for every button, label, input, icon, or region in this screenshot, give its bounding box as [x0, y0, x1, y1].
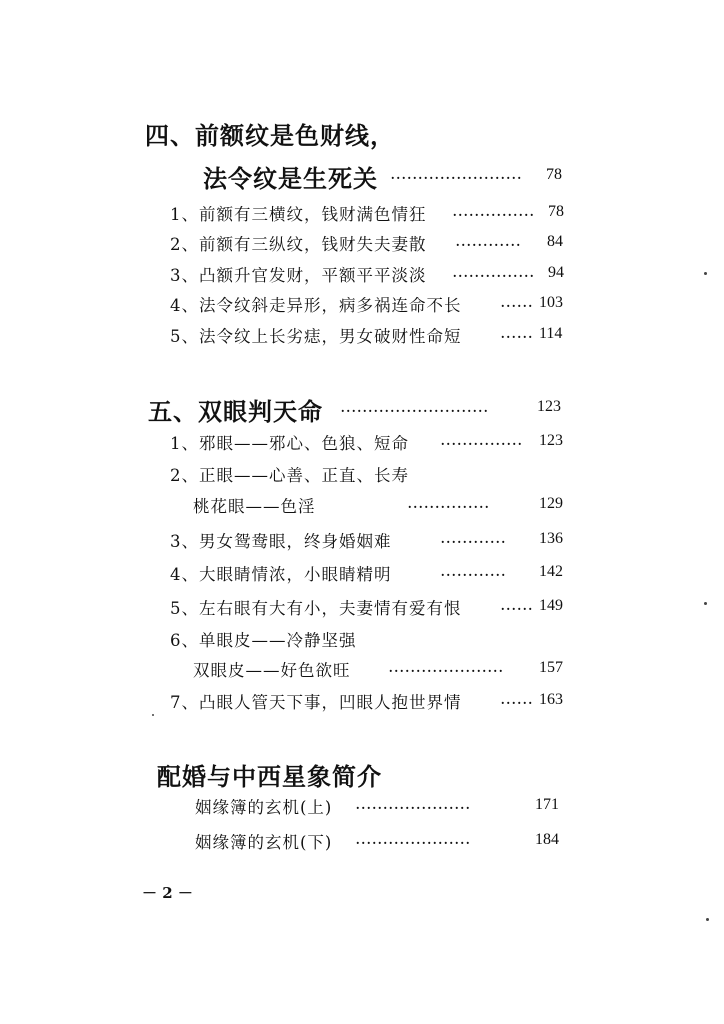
toc-item-page: 136 — [539, 530, 563, 547]
toc-item-leader: ………………… — [388, 657, 504, 676]
toc-item-leader: ………… — [440, 561, 506, 580]
toc-item-leader: …………… — [407, 493, 490, 512]
section-marriage-title: 配婚与中西星象简介 — [157, 763, 382, 791]
toc-item: 姻缘簿的玄机(下) — [195, 833, 333, 852]
toc-item: 3、男女鸳鸯眼，终身婚姻难 — [170, 532, 392, 551]
toc-item-page: 129 — [539, 495, 563, 512]
toc-item-page: 163 — [539, 691, 563, 708]
toc-item: 4、法令纹斜走异形，病多祸连命不长 — [170, 296, 462, 315]
toc-item-page: 142 — [539, 563, 563, 580]
section-4-title-line1: 四、前额纹是色财线， — [145, 122, 395, 150]
section-4-title-leader: …………………… — [390, 164, 522, 183]
toc-item: 2、前额有三纵纹，钱财失夫妻散 — [170, 235, 427, 254]
toc-item-leader: ………… — [440, 528, 506, 547]
scan-speck — [152, 714, 154, 716]
toc-item: 3、凸额升官发财，平额平平淡淡 — [170, 266, 427, 285]
toc-item: 1、前额有三横纹，钱财满色情狂 — [170, 205, 427, 224]
toc-item: 5、左右眼有大有小，夫妻情有爱有恨 — [170, 599, 462, 618]
toc-item-page: 94 — [548, 264, 564, 281]
scan-speck — [704, 602, 707, 605]
toc-item-page: 123 — [539, 432, 563, 449]
toc-item: 4、大眼睛情浓，小眼睛精明 — [170, 565, 392, 584]
toc-item: 桃花眼——色淫 — [193, 497, 316, 516]
toc-item-page: 149 — [539, 597, 563, 614]
page-number: － 2 － — [142, 884, 193, 902]
toc-item: 姻缘簿的玄机(上) — [195, 798, 333, 817]
toc-item-leader: ………………… — [355, 794, 471, 813]
toc-item-page: 157 — [539, 659, 563, 676]
toc-item: 5、法令纹上长劣痣，男女破财性命短 — [170, 327, 462, 346]
section-5-title: 五、双眼判天命 — [148, 398, 323, 426]
toc-item-leader: …………… — [440, 430, 523, 449]
toc-item: 6、单眼皮——冷静坚强 — [170, 631, 357, 650]
toc-item-leader: …………… — [452, 262, 535, 281]
toc-item-leader: …… — [500, 323, 533, 342]
section-5-title-leader: ……………………… — [340, 397, 489, 416]
toc-item: 7、凸眼人管天下事，凹眼人抱世界情 — [170, 693, 462, 712]
toc-item-leader: …… — [500, 689, 533, 708]
scan-speck — [706, 918, 709, 921]
toc-item-page: 84 — [547, 233, 563, 250]
section-5-title-page: 123 — [537, 398, 561, 415]
toc-item-page: 103 — [539, 294, 563, 311]
toc-item: 2、正眼——心善、正直、长寿 — [170, 466, 409, 485]
toc-item-page: 114 — [539, 325, 563, 342]
toc-item-leader: ………………… — [355, 829, 471, 848]
toc-item-page: 78 — [548, 203, 564, 220]
toc-item: 双眼皮——好色欲旺 — [193, 661, 351, 680]
toc-item-leader: …… — [500, 292, 533, 311]
scan-speck — [704, 272, 707, 275]
toc-item-leader: …… — [500, 595, 533, 614]
toc-item-leader: …………… — [452, 201, 535, 220]
section-4-title-line2: 法令纹是生死关 — [203, 165, 378, 193]
toc-item: 1、邪眼——邪心、色狼、短命 — [170, 434, 409, 453]
toc-item-page: 184 — [535, 831, 559, 848]
toc-item-page: 171 — [535, 796, 559, 813]
toc-item-leader: ………… — [455, 231, 521, 250]
section-4-title-page: 78 — [546, 166, 562, 183]
